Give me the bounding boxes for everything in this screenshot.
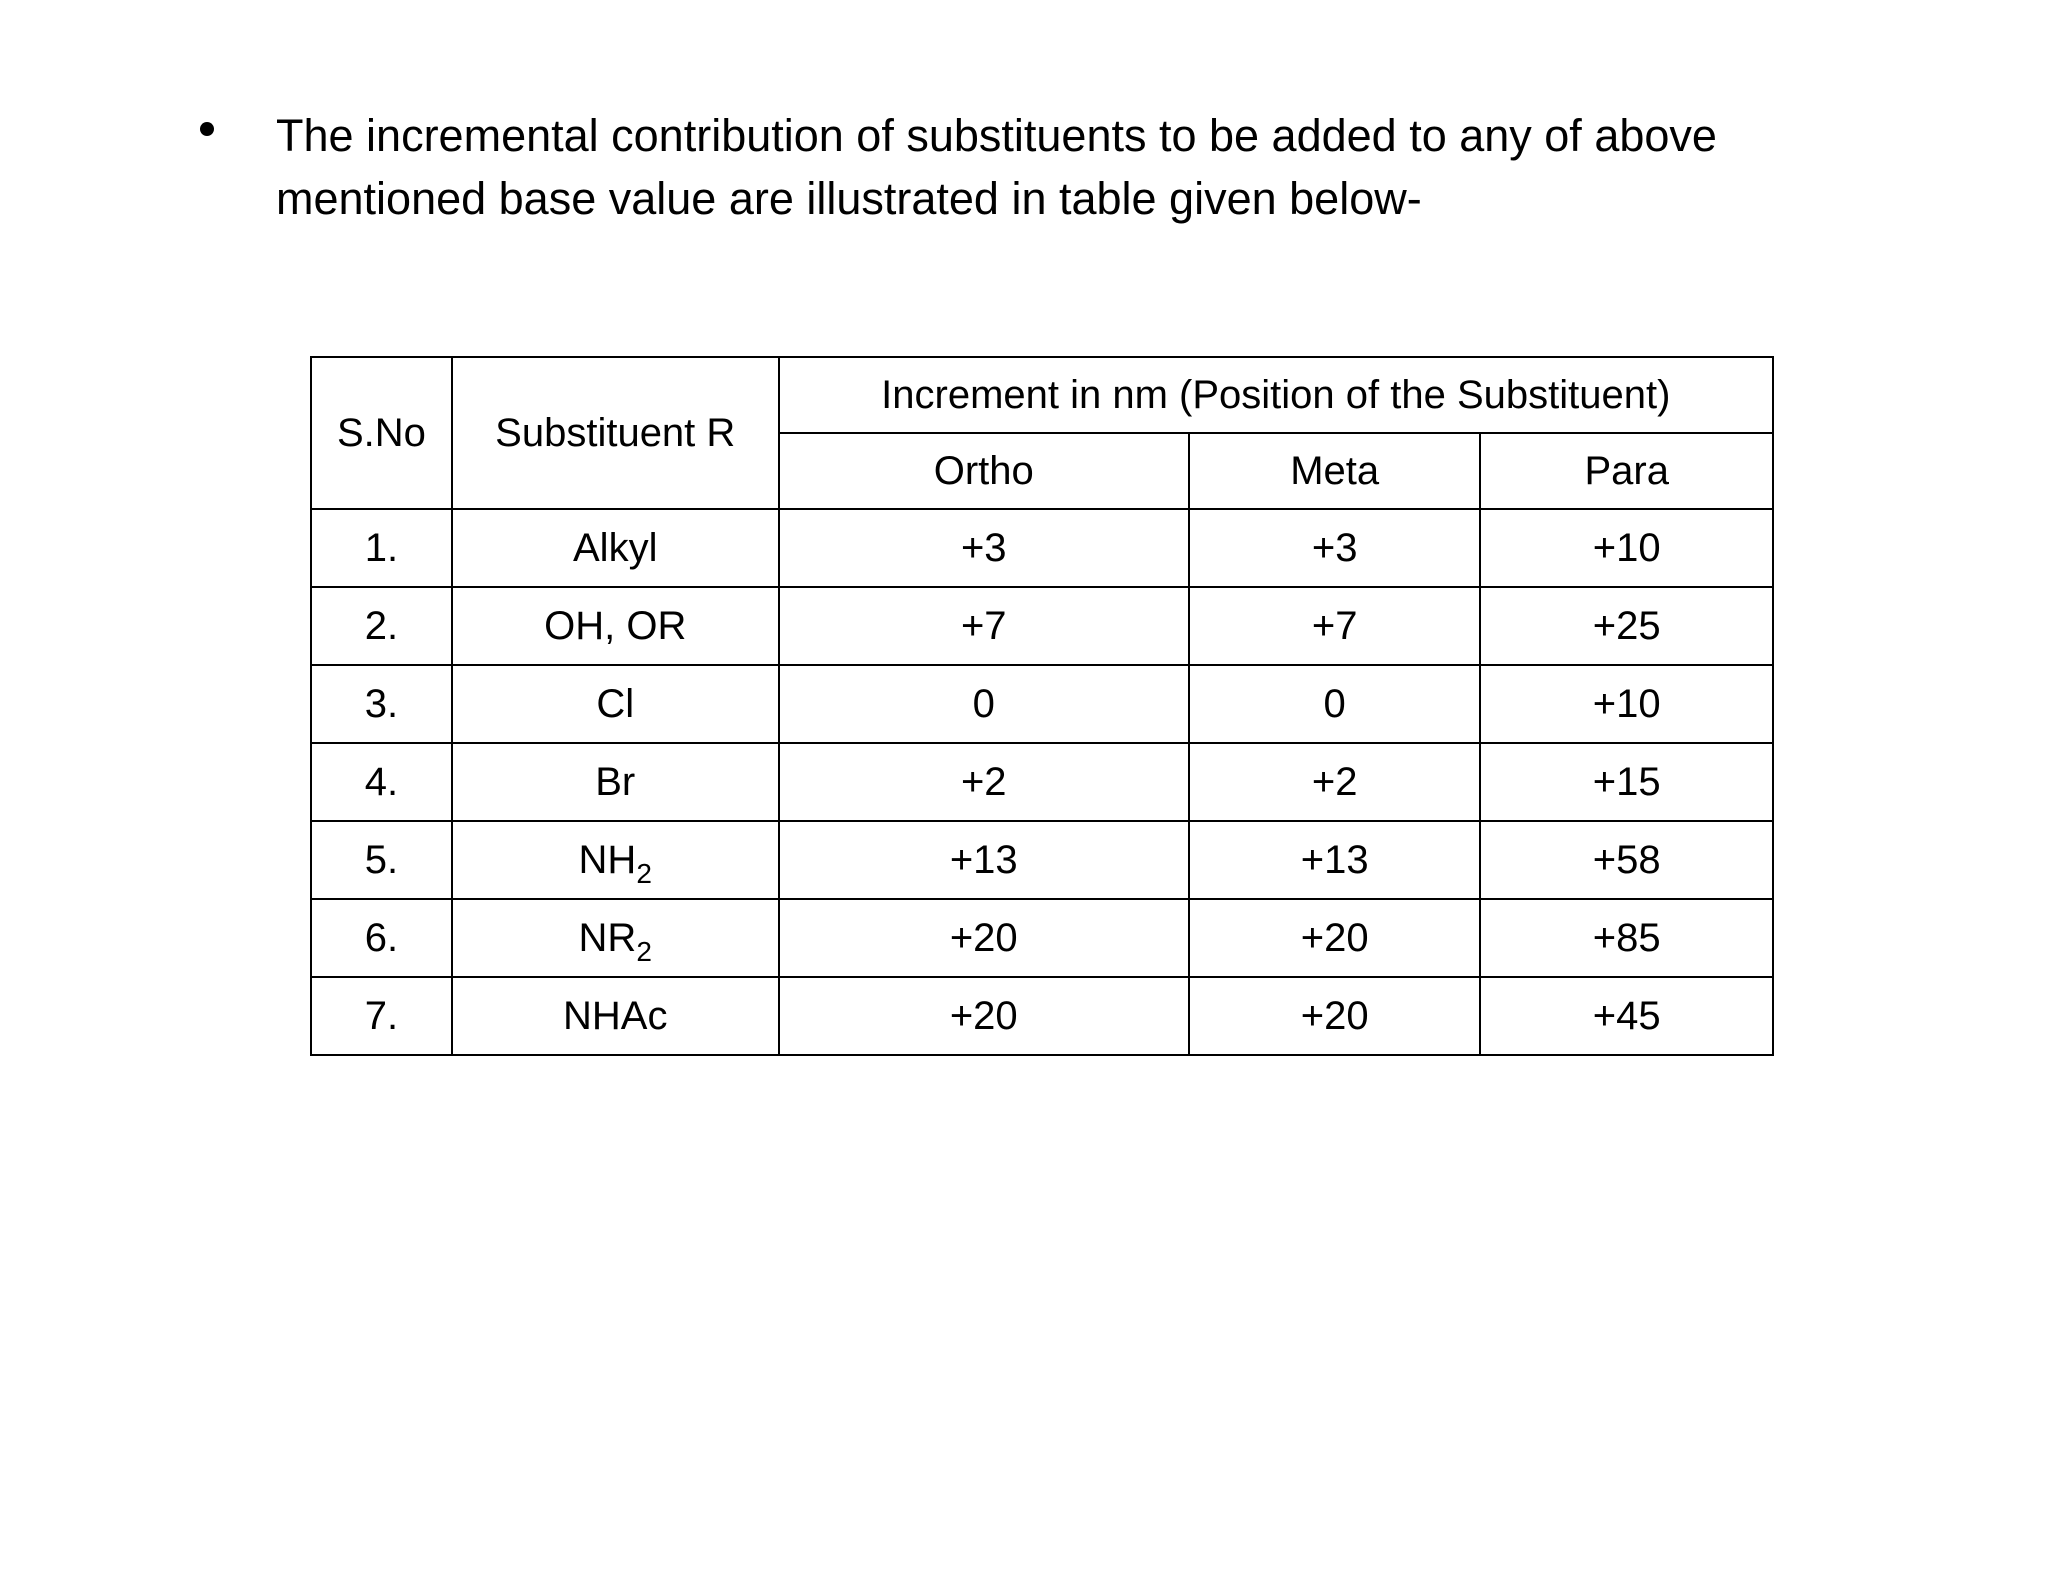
- substituent-subscript: 2: [636, 857, 652, 889]
- table-row: [311, 821, 1773, 899]
- cell-meta: +2: [1189, 743, 1481, 821]
- substituent-name: NH: [578, 837, 637, 882]
- cell-para: +45: [1480, 977, 1773, 1055]
- cell-para: +58: [1480, 821, 1773, 899]
- cell-sno: 3.: [311, 665, 452, 743]
- header-substituent: Substituent R: [452, 357, 779, 509]
- table-row: [311, 509, 1773, 587]
- cell-meta: +3: [1189, 509, 1481, 587]
- cell-para: +10: [1480, 665, 1773, 743]
- cell-ortho: +20: [779, 977, 1189, 1055]
- cell-para: +15: [1480, 743, 1773, 821]
- cell-meta: +7: [1189, 587, 1481, 665]
- cell-para: +85: [1480, 899, 1773, 977]
- intro-line-2: mentioned base value are illustrated in table given below-: [276, 173, 1422, 224]
- cell-sno: 1.: [311, 509, 452, 587]
- header-sno: S.No: [311, 357, 452, 509]
- header-meta: Meta: [1189, 433, 1481, 509]
- cell-substituent: [452, 665, 779, 743]
- substituent-subscript: 2: [636, 935, 652, 967]
- cell-ortho: 0: [779, 665, 1189, 743]
- cell-ortho: +2: [779, 743, 1189, 821]
- table-row: [311, 743, 1773, 821]
- substituent-name: OH, OR: [544, 603, 687, 648]
- table-row: [311, 977, 1773, 1055]
- cell-ortho: +3: [779, 509, 1189, 587]
- table-row: [311, 899, 1773, 977]
- cell-sno: 2.: [311, 587, 452, 665]
- cell-sno: 7.: [311, 977, 452, 1055]
- substituent-name: Br: [595, 759, 636, 804]
- cell-ortho: +7: [779, 587, 1189, 665]
- intro-line-1: The incremental contribution of substituents to be added to any of above: [276, 110, 1717, 161]
- cell-meta: +20: [1189, 899, 1481, 977]
- substituent-name: NHAc: [563, 993, 668, 1038]
- cell-meta: +13: [1189, 821, 1481, 899]
- header-para: Para: [1480, 433, 1773, 509]
- cell-substituent: [452, 509, 779, 587]
- cell-para: +10: [1480, 509, 1773, 587]
- cell-substituent: [452, 821, 779, 899]
- cell-substituent: [452, 899, 779, 977]
- substituent-name: Cl: [596, 681, 635, 726]
- header-increment: Increment in nm (Position of the Substituent): [779, 357, 1773, 433]
- cell-substituent: [452, 743, 779, 821]
- substituent-name: NR: [578, 915, 637, 960]
- table-row: [311, 587, 1773, 665]
- cell-meta: +20: [1189, 977, 1481, 1055]
- cell-sno: 5.: [311, 821, 452, 899]
- cell-sno: 4.: [311, 743, 452, 821]
- substituent-name: Alkyl: [573, 525, 658, 570]
- bullet-icon: [200, 122, 214, 136]
- cell-ortho: +13: [779, 821, 1189, 899]
- table-row: [311, 665, 1773, 743]
- cell-substituent: [452, 587, 779, 665]
- cell-substituent: [452, 977, 779, 1055]
- header-ortho: Ortho: [779, 433, 1189, 509]
- cell-ortho: +20: [779, 899, 1189, 977]
- cell-meta: 0: [1189, 665, 1481, 743]
- substituent-increment-table: [310, 356, 1774, 1056]
- cell-sno: 6.: [311, 899, 452, 977]
- intro-text: [276, 104, 1896, 230]
- cell-para: +25: [1480, 587, 1773, 665]
